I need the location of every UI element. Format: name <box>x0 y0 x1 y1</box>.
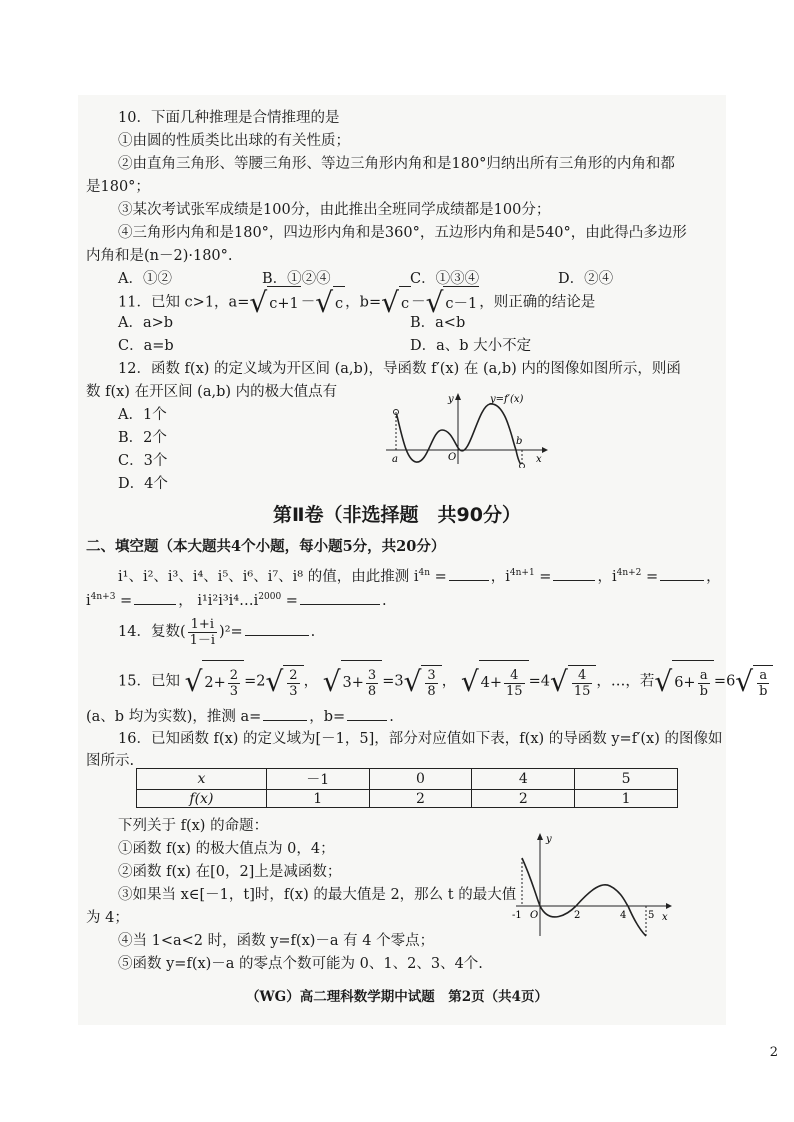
q14-fraction <box>188 617 217 648</box>
q12-derivative-graph <box>382 390 552 468</box>
q16-prop-1: ①函数 f(x) 的极大值点为 0，4； <box>118 841 335 857</box>
q10-line4: ③某次考试张军成绩是100分，由此推出全班同学成绩都是100分； <box>118 202 551 218</box>
q11-sqrt-c: √ c <box>315 285 344 319</box>
q12-option-b: B．2个 <box>118 430 167 446</box>
q13-tail-2: ， <box>178 592 193 609</box>
q10-option-a: A．①② <box>118 271 172 287</box>
q16-label-o: O <box>530 910 539 921</box>
q16-curve <box>522 858 646 936</box>
table-cell: 5 <box>575 769 678 790</box>
page-footer: （WG）高二理科数学期中试题 第2页（共4页） <box>246 989 548 1005</box>
q13-eq-3: = <box>641 568 659 585</box>
q13-blank-4 <box>134 590 176 605</box>
q11-sqrt-c-2: √ c <box>381 285 410 319</box>
q14-denominator: 1－i <box>189 632 216 648</box>
q13-blank-2 <box>553 566 595 581</box>
q10-option-b: B．①②④ <box>262 271 331 287</box>
q10-stem: 10．下面几种推理是合情推理的是 <box>118 110 340 126</box>
q10-line1: ①由圆的性质类比出球的有关性质； <box>118 133 350 149</box>
q11-b-eq: ，b= <box>345 294 382 311</box>
q16-tick-4: 4 <box>620 910 627 921</box>
q16-tick-2: 2 <box>574 910 581 921</box>
q13-exp-4n1: 4n+1 <box>509 568 535 578</box>
q13-exp-4n2: 4n+2 <box>616 568 642 578</box>
q15-line2 <box>86 706 394 727</box>
table-cell: －1 <box>266 769 369 790</box>
q16-prop-3b: 为 4； <box>86 910 129 926</box>
q11-radicand-4: c－1 <box>443 286 479 319</box>
table-row <box>137 769 678 790</box>
q12-line1: 12．函数 f(x) 的定义域为开区间 (a,b)，导函数 f′(x) 在 (a,b) 内的图像如图所示，则函 <box>118 361 681 377</box>
q16-label-y: y <box>546 834 552 845</box>
q16-y-arrow <box>537 833 543 840</box>
q14-numerator: 1+i <box>188 617 217 633</box>
q14-prefix: 14．复数( <box>118 624 186 640</box>
q12-option-d: D．4个 <box>118 476 168 492</box>
q13-product: i¹i²i³i⁴…i <box>197 592 259 609</box>
q13-eq-5: = <box>281 592 298 609</box>
q11-stem <box>118 286 595 319</box>
q15-end: . <box>389 709 394 725</box>
q10-line6: 内角和是(n－2)·180°. <box>86 248 233 264</box>
q13-sep-2: ，i <box>597 568 617 585</box>
q11-radicand-2: c <box>333 286 345 319</box>
q12-label-y: y <box>448 394 454 405</box>
q10-option-c: C．①③④ <box>410 271 480 287</box>
q13-exp-2000: 2000 <box>258 592 282 602</box>
q11-minus-2: － <box>411 294 426 311</box>
table-cell: 1 <box>266 790 369 808</box>
q12-curve <box>396 404 522 466</box>
q12-open-point-b <box>520 464 525 469</box>
q10-line5: ④三角形内角和是180°，四边形内角和是360°，五边形内角和是540°，由此得凸多边形 <box>118 225 687 241</box>
q13-eq-4: = <box>115 592 133 609</box>
table-cell: 4 <box>472 769 575 790</box>
q13-sep-1: ，i <box>490 568 510 585</box>
table-row <box>137 790 678 808</box>
q12-label-func: y=f′(x) <box>490 394 524 405</box>
q12-option-a: A．1个 <box>118 407 167 423</box>
section-2-title: 第Ⅱ卷（非选择题 共90分） <box>273 504 521 526</box>
q16-derivative-graph <box>510 830 675 940</box>
q13-exp-4n: 4n <box>418 568 430 578</box>
q16-prop-2: ②函数 f(x) 在[0，2]上是减函数； <box>118 864 342 880</box>
q13-line2: $i^{4n+3}$ = ， $i^1i^2i^3i^4\dots i^{2000}$ = . <box>86 587 387 611</box>
q11-radicand-1: c+1 <box>267 286 301 319</box>
q16-label-x: x <box>662 912 668 923</box>
q13-exp-4n3: 4n+3 <box>90 592 116 602</box>
q11-option-b: B．a<b <box>410 315 466 331</box>
q11-sqrt-c-plus-1: √ c+1 <box>249 285 299 319</box>
table-cell: 1 <box>575 790 678 808</box>
q10-line2: ②由直角三角形、等腰三角形、等边三角形内角和是180°归纳出所有三角形的内角和都 <box>118 156 675 172</box>
q15-blank-b <box>347 706 387 721</box>
table-cell: f(x) <box>137 790 267 808</box>
q14 <box>118 614 315 650</box>
table-cell: 2 <box>472 790 575 808</box>
q11-radicand-3: c <box>399 286 411 319</box>
q15-term-3: √ 4+ $\frac{4}{15}$ <box>461 660 529 703</box>
q12-label-x: x <box>536 454 542 465</box>
q16-prop-3a: ③如果当 x∈[－1，t]时，f(x) 的最大值是 2，那么 t 的最大值 <box>118 887 517 903</box>
q13-line1 <box>118 563 721 587</box>
q15-dots: ，…，若 <box>596 673 655 690</box>
part-2-heading: 二、填空题（本大题共4个小题，每小题5分，共20分） <box>86 538 446 555</box>
q15-line1: 15．已知 √ 2+ $\frac{2}{3}$ =2 √ $\frac{2}{3}$ ， √ 3+ $\frac{3}{8}$ =3 √ $\frac{3}{8}$ ， √ 4+ $\frac{4}{15}$ =4 √ $\frac{4}{15}$ ，…，若 √ 6+ $\frac{a}{b}$ =6 √ $\frac{a}{b}$ <box>118 660 773 703</box>
q13-text: i¹、i²、i³、i⁴、i⁵、i⁶、i⁷、i⁸ 的值，由此推测 i <box>118 568 419 585</box>
q16-prop-5: ⑤函数 y=f(x)－a 的零点个数可能为 0、1、2、3、4个. <box>118 956 483 972</box>
q10-line3: 是180°； <box>86 179 150 195</box>
q13-blank-3 <box>660 566 704 581</box>
q16-line2: 图所示. <box>86 753 135 769</box>
q11-suffix: ，则正确的结论是 <box>479 294 596 311</box>
q11-minus: － <box>300 294 316 311</box>
q14-end: . <box>310 624 316 640</box>
q11-option-c: C．a=b <box>118 338 174 354</box>
q15-term-4: √ 6+ $\frac{a}{b}$ <box>654 660 714 703</box>
q12-x-arrow <box>542 447 548 453</box>
q16-value-table <box>136 768 678 808</box>
table-cell: 0 <box>369 769 472 790</box>
q10-option-d: D．②④ <box>558 271 614 287</box>
table-cell: 2 <box>369 790 472 808</box>
q16-x-arrow <box>666 903 672 909</box>
q11-sqrt-c-minus-1: √ c－1 <box>425 285 478 319</box>
q15-line2-prefix: (a、b 均为实数)，推测 a= <box>86 709 262 725</box>
q12-line2: 数 f(x) 在开区间 (a,b) 内的极大值点有 <box>86 384 338 400</box>
q12-label-a: a <box>392 454 398 465</box>
q14-suffix: )²= <box>219 624 243 640</box>
q12-label-o: O <box>448 452 457 463</box>
q16-line1: 16．已知函数 f(x) 的定义域为[－1，5]，部分对应值如下表，f(x) 的导函数 y=f′(x) 的图像如 <box>118 731 723 747</box>
q13-eq-2: = <box>534 568 552 585</box>
q13-blank-1 <box>449 566 489 581</box>
q12-y-arrow <box>455 393 461 400</box>
q11-option-d: D．a、b 大小不定 <box>410 338 532 354</box>
q11-option-a: A．a>b <box>118 315 174 331</box>
q16-tick-5: 5 <box>648 910 655 921</box>
q13-end: . <box>381 592 387 609</box>
q12-label-b: b <box>516 436 523 447</box>
q14-blank <box>245 621 309 636</box>
q15-prefix: 15．已知 <box>118 673 180 690</box>
q15-term-2: √ 3+ $\frac{3}{8}$ <box>323 660 383 703</box>
q16-intro: 下列关于 f(x) 的命题： <box>118 818 269 834</box>
q11-prefix: 11．已知 c>1，a= <box>118 294 250 311</box>
q16-prop-4: ④当 1<a<2 时，函数 y=f(x)－a 有 4 个零点； <box>118 933 435 949</box>
q12-option-c: C．3个 <box>118 453 168 469</box>
q13-blank-5 <box>300 590 380 605</box>
q15-term-1: √ 2+ $\frac{2}{3}$ <box>185 660 245 703</box>
q13-eq-1: = <box>430 568 447 585</box>
table-cell: x <box>137 769 267 790</box>
q15-b-label: ，b= <box>309 709 346 725</box>
q15-blank-a <box>263 706 307 721</box>
q16-tick-neg1: -1 <box>512 910 522 921</box>
q13-tail: ， <box>706 568 721 585</box>
page-number: 2 <box>769 1045 778 1060</box>
